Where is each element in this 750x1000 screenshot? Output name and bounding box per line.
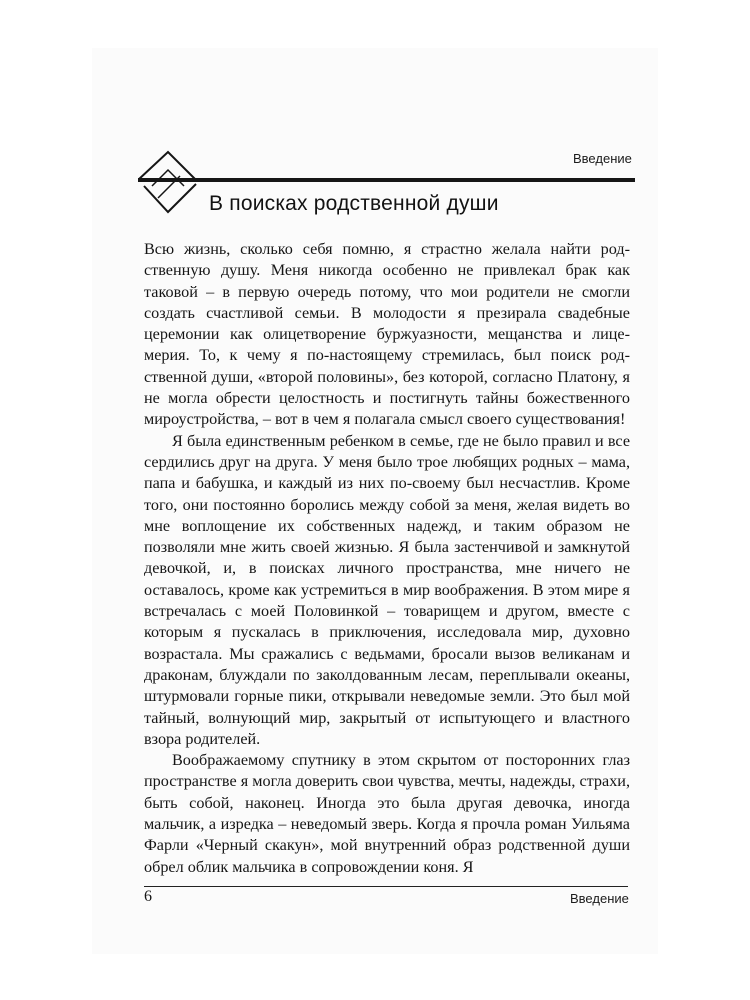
text-line: и все сердились друг на друга. У меня было трое любящих род (144, 431, 630, 471)
page-number: 6 (144, 888, 152, 905)
text-line: бросали вызов великанам и драконам, блуждали по заколдован (144, 644, 630, 684)
text-line: Я была единственным ребенком в семье, где не было правил (172, 431, 596, 450)
text-line: существования! (515, 410, 626, 429)
text-line: меня, желая видеть во мне воплощение их собственных надежд, и (144, 495, 630, 535)
paragraph-1 (144, 239, 630, 431)
text-line: ственной души, «второй половины», без которой, согласно Пла (144, 367, 584, 386)
text-line: ственной души обрел облик мальчика в сопровождении коня. Я (144, 836, 630, 876)
text-line: глаз пространстве я могла доверить свои чувства, мечты, надежды, (144, 751, 630, 791)
text-line: ственного мироустройства, – вот в чем я полагала смысл своего (144, 389, 630, 429)
text-line: крытый от испытующего и властного взора родителей. (144, 708, 630, 748)
text-line: вали неведомые земли. Это был мой тайный, волнующий мир, за (144, 687, 630, 727)
text-line: тону, я не могла обрести целостность и постигнуть тайны боже (144, 367, 630, 408)
text-line: Воображаемому спутнику в этом скрытом от посторонних (172, 751, 603, 770)
text-line: ственную душу. Меня никогда особенно не привлекал брак как (144, 261, 630, 280)
text-line: церемонии как олицетворение буржуазности, мещанства и лице (144, 325, 630, 344)
text-line: Всю жизнь, сколько себя помню, я страстно желала найти род (144, 240, 630, 258)
text-line: мерия. То, к чему я по-настоящему стремилась, был поиск род (144, 346, 630, 365)
text-line: ражения. В этом мире я встречалась с моей Половинкой – товари (144, 580, 630, 621)
text-line: страхи, быть собой, наконец. Иногда это была другая девочка, (144, 772, 630, 812)
footer-section-label: Введение (570, 891, 629, 906)
text-line: следовала мир, духовно возрастала. Мы сражались с ведьмами, (144, 623, 630, 663)
body-text (144, 239, 630, 878)
text-line: ства, мне ничего не оставалось, кроме как устремиться в мир вооб (144, 559, 631, 599)
paragraph-3 (144, 750, 630, 878)
running-header: Введение (573, 151, 632, 166)
text-line: ным лесам, переплывали океаны, штурмовали горные пики, откры (144, 665, 630, 706)
text-line: иногда мальчик, а изредка – неведомый зверь. Когда я прочла ро (144, 793, 630, 834)
text-line: создать счастливой семьи. В молодости я презирала свадебные (144, 303, 630, 322)
chapter-ornament-icon (138, 150, 198, 220)
header-rule (138, 178, 635, 182)
paragraph-2 (144, 431, 630, 750)
chapter-title: В поисках родственной души (209, 192, 499, 215)
text-line: ных – мама, папа и бабушка, и каждый из них по-своему был не (144, 452, 630, 493)
text-line: щем и другом, вместе с которым я пускалась в приключения, ис (144, 602, 630, 642)
text-line: таковой – в первую очередь потому, что мои родители не смогли (144, 282, 630, 301)
text-line: стенчивой и замкнутой девочкой, и, в поисках личного простран (144, 538, 630, 578)
text-line: ман Уильяма Фарли «Черный скакун», мой внутренний образ род (144, 815, 630, 855)
text-line: счастлив. Кроме того, они постоянно боролись между собой за (144, 474, 630, 514)
text-line: таким образом не позволяли мне жить своей жизнью. Я была за (144, 516, 630, 557)
footer-rule (144, 886, 628, 887)
